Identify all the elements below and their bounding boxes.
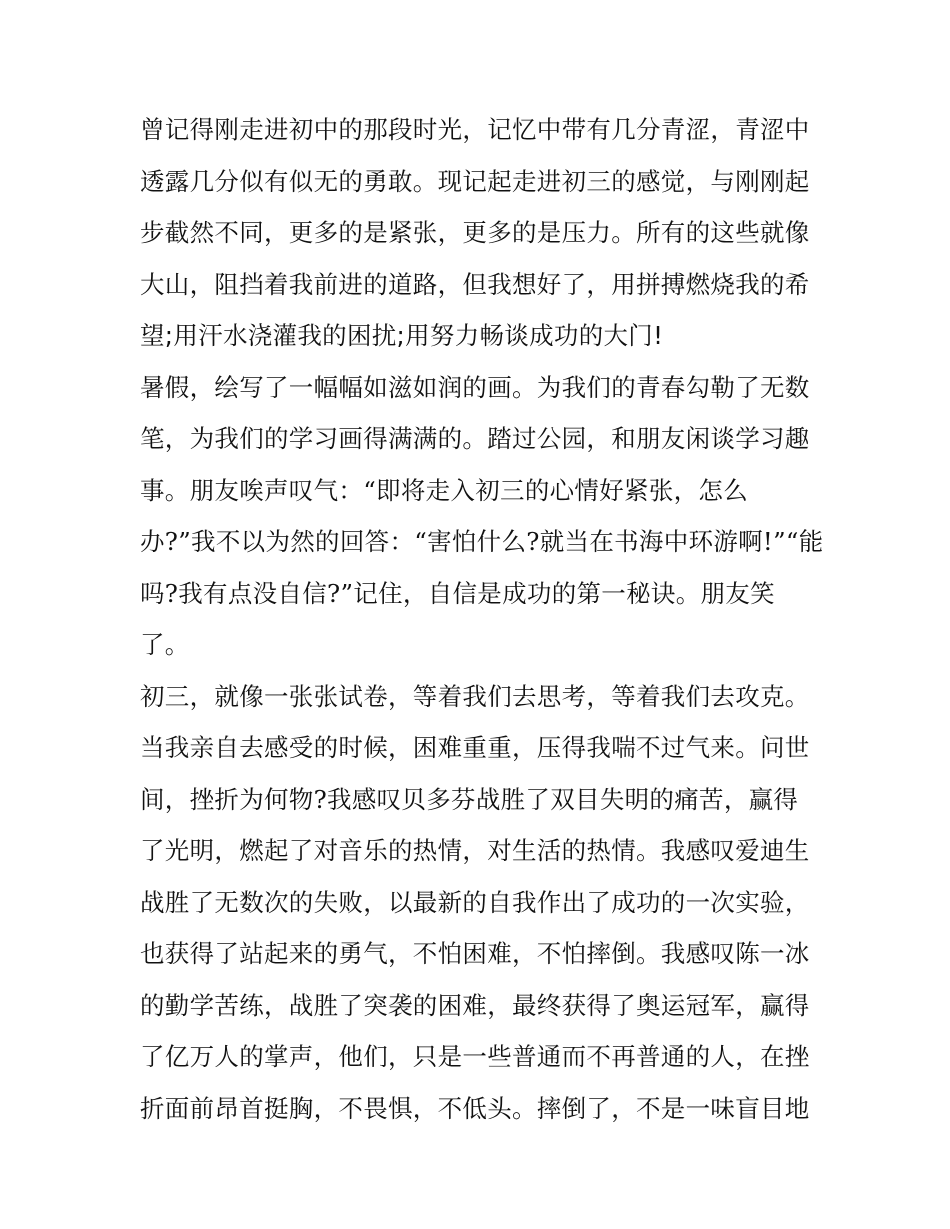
text-line: 曾记得刚走进初中的那段时光，记忆中带有几分青涩，青涩中 [140, 115, 810, 144]
text-line: 望;用汗水浇灌我的困扰;用努力畅谈成功的大门! [140, 321, 664, 350]
text-line: 透露几分似有似无的勇敢。现记起走进初三的感觉，与刚刚起 [140, 166, 810, 196]
text-line: 事。朋友唉声叹气：“即将走入初三的心情好紧张，怎么 [140, 475, 749, 505]
essay-text [140, 104, 830, 1134]
text-line: 了。 [140, 630, 190, 659]
text-line: 步截然不同，更多的是紧张，更多的是压力。所有的这些就像 [140, 218, 810, 247]
text-line: 战胜了无数次的失败，以最新的自我作出了成功的一次实验， [140, 887, 810, 917]
text-line: 间，挫折为何物?我感叹贝多芬战胜了双目失明的痛苦，赢得 [140, 784, 799, 814]
text-line: 了光明，燃起了对音乐的热情，对生活的热情。我感叹爱迪生 [140, 836, 810, 865]
text-line: 笔，为我们的学习画得满满的。踏过公园，和朋友闲谈学习趣 [140, 424, 810, 453]
text-line: 吗?我有点没自信?”记住，自信是成功的第一秘诀。朋友笑 [140, 578, 775, 608]
text-line: 折面前昂首挺胸，不畏惧，不低头。摔倒了，不是一味盲目地 [140, 1093, 810, 1123]
text-line: 的勤学苦练，战胜了突袭的困难，最终获得了奥运冠军，赢得 [140, 990, 810, 1020]
text-line: 当我亲自去感受的时候，困难重重，压得我喘不过气来。问世 [140, 733, 810, 762]
text-line: 也获得了站起来的勇气，不怕困难，不怕摔倒。我感叹陈一冰 [140, 939, 810, 968]
text-line: 大山，阻挡着我前进的道路，但我想好了，用拼搏燃烧我的希 [140, 269, 810, 299]
text-line: 办?”我不以为然的回答：“害怕什么?就当在书海中环游啊!”“能 [140, 527, 824, 556]
text-line: 初三，就像一张张试卷，等着我们去思考，等着我们去攻克。 [140, 681, 810, 711]
text-line: 暑假，绘写了一幅幅如滋如润的画。为我们的青春勾勒了无数 [140, 372, 810, 402]
text-line: 了亿万人的掌声，他们，只是一些普通而不再普通的人，在挫 [140, 1042, 810, 1071]
